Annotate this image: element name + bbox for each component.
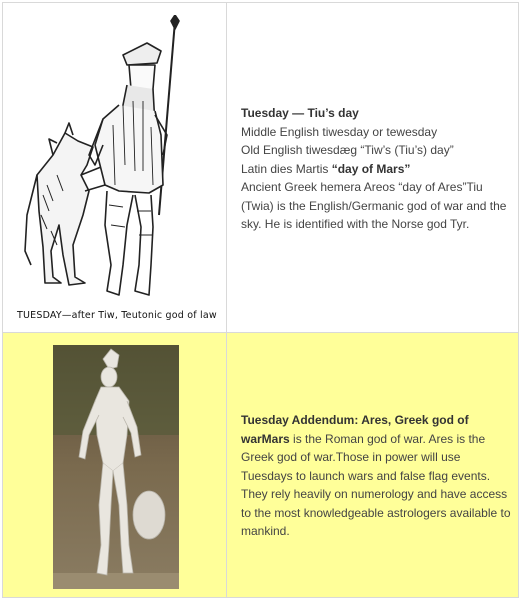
table-row [3,3,518,333]
latin-bold: “day of Mars” [331,161,411,176]
illustration-cell [3,3,227,332]
addendum-paragraph [241,411,511,541]
text-cell [227,333,518,597]
image-caption: TUESDAY—after Tiw, Teutonic god of law [17,310,217,321]
tuesday-line-latin [241,160,511,179]
addendum-heading: Tuesday Addendum: Ares, Greek god of warMars [241,413,469,446]
addendum-text [241,411,511,541]
ares-statue-photo [53,345,179,589]
tuesday-heading: Tuesday — Tiu’s day [241,106,359,120]
photo-cell [3,333,227,597]
tuesday-line-greek: Ancient Greek hemera Areos “day of Ares”Tiu (Twia) is the English/Germanic god of war and the sky. He is identified with the Norse god Tyr. [241,180,507,231]
content-table [2,2,519,598]
tiw-woodcut-illustration [23,15,213,305]
latin-prefix: Latin dies Martis [241,161,332,176]
addendum-body: is the Roman god of war. Ares is the Greek god of war.Those in power will use Tuesdays to launch wars and false flag events. They rely heavily on numerology and have access to the most knowledgeable astrologers available to mankind. [241,431,511,538]
text-cell [227,3,518,332]
tuesday-line-old-english: Old English tiwesdæg “Tiw’s (Tiu’s) day” [241,143,454,157]
tuesday-text [241,104,511,234]
tuesday-line-middle-english: Middle English tiwesday or tewesday [241,124,438,139]
table-row [3,333,518,597]
